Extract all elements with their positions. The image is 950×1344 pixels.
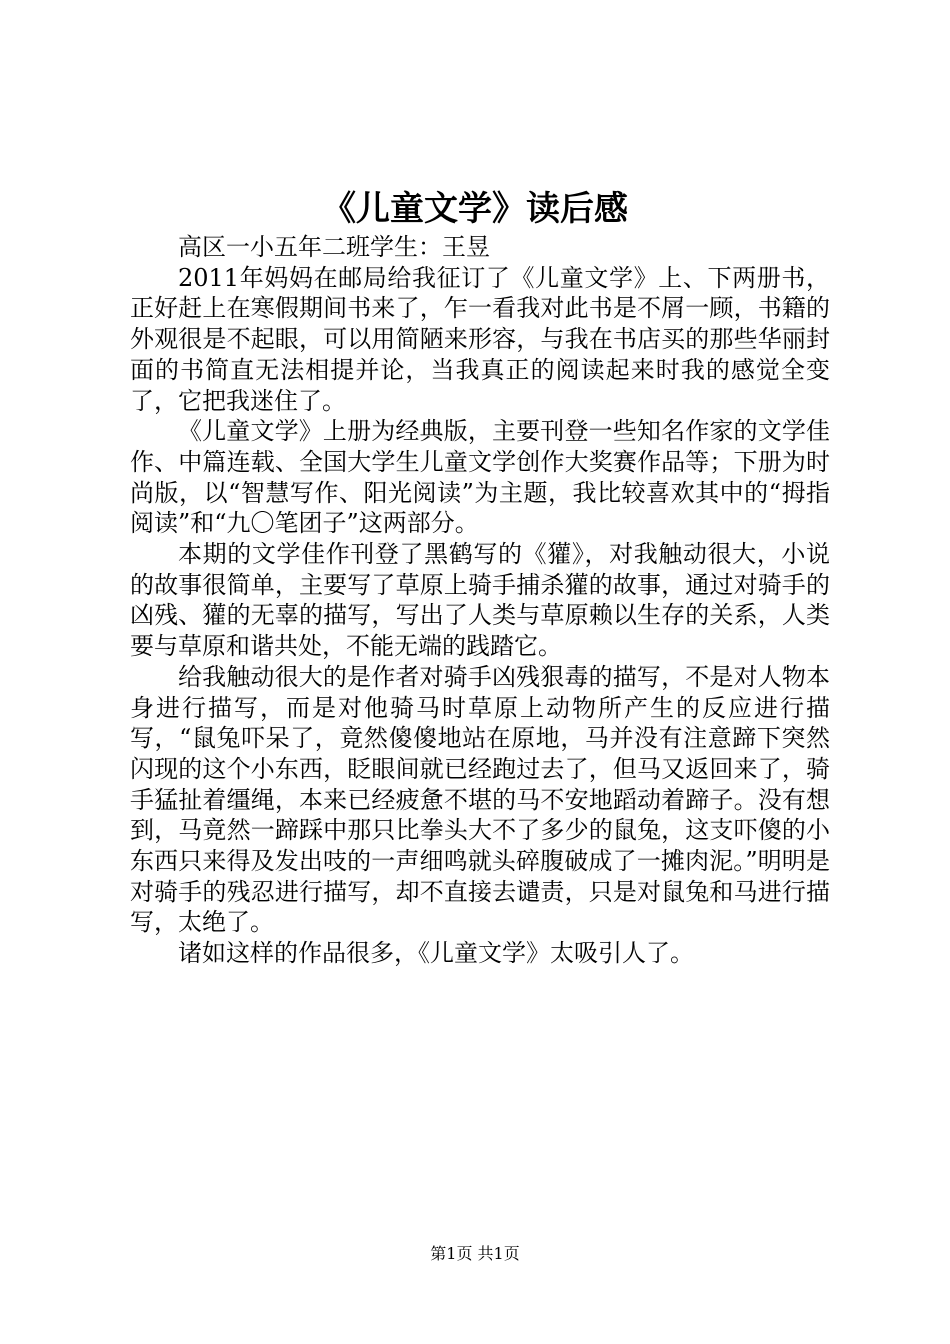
paragraph-2: 《儿童文学》上册为经典版，主要刊登一些知名作家的文学佳作、中篇连载、全国大学生儿童文学创作大奖赛作品等；下册为时尚版，以“智慧写作、阳光阅读”为主题，我比较喜欢其中的“拇指阅读”和“九〇笔团子”这两部分。: [130, 417, 830, 538]
author-line: 高区一小五年二班学生：王昱: [178, 233, 490, 261]
document-body: [130, 232, 830, 969]
paragraph-4: 给我触动很大的是作者对骑手凶残狠毒的描写，不是对人物本身进行描写，而是对他骑马时草原上动物所产生的反应进行描写，“鼠兔吓呆了，竟然傻傻地站在原地，马并没有注意蹄下突然闪现的这个小东西，眨眼间就已经跑过去了，但马又返回来了，骑手猛扯着缰绳，本来已经疲惫不堪的马不安地蹈动着蹄子。没有想到，马竟然一蹄踩中那只比拳头大不了多少的鼠兔，这支吓傻的小东西只来得及发出吱的一声细鸣就头碎腹破成了一摊肉泥。”明明是对骑手的残忍进行描写，却不直接去谴责，只是对鼠兔和马进行描写，太绝了。: [130, 662, 830, 937]
document-title: 《儿童文学》读后感: [322, 189, 628, 229]
paragraph-3: 本期的文学佳作刊登了黑鹤写的《獾》，对我触动很大，小说的故事很简单，主要写了草原上骑手捕杀獾的故事，通过对骑手的凶残、獾的无辜的描写，写出了人类与草原赖以生存的关系，人类要与草原和谐共处，不能无端的践踏它。: [130, 540, 830, 661]
paragraph-1: 2011年妈妈在邮局给我征订了《儿童文学》上、下两册书，正好赶上在寒假期间书来了，乍一看我对此书是不屑一顾，书籍的外观很是不起眼，可以用简陋来形容，与我在书店买的那些华丽封面的书简直无法相提并论，当我真正的阅读起来时我的感觉全变了，它把我迷住了。: [130, 263, 830, 415]
paragraph-5: 诸如这样的作品很多，《儿童文学》太吸引人了。: [178, 939, 694, 968]
page-footer: 第1页 共1页: [430, 1244, 520, 1263]
